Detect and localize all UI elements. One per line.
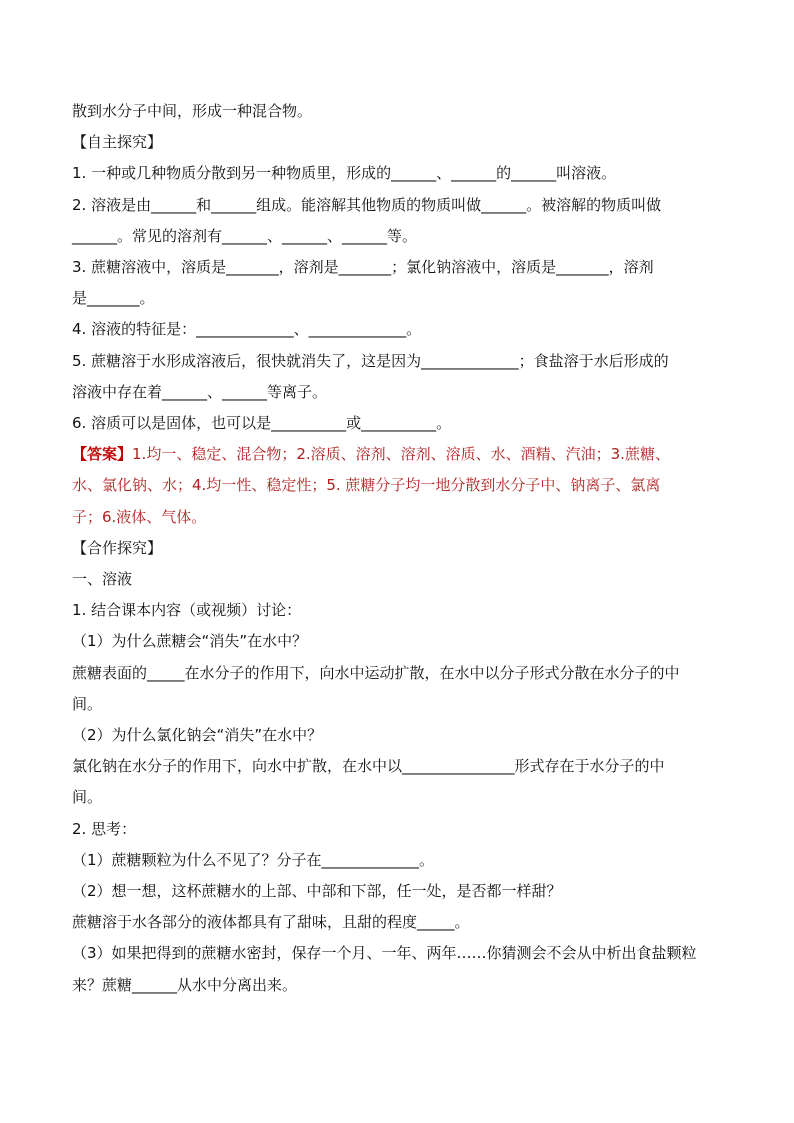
line-text: （2）为什么氯化钠会“消失”在水中？ bbox=[72, 726, 323, 745]
text-line bbox=[72, 221, 724, 252]
line-text: 一、溶液 bbox=[72, 570, 133, 589]
line-text: 2. 溶液是由______和______组成。能溶解其他物质的物质叫做______。被溶解的物质叫做 bbox=[72, 195, 662, 214]
text-line bbox=[72, 533, 724, 564]
answer-tag: 【答案】 bbox=[72, 445, 133, 464]
text-line bbox=[72, 907, 724, 938]
line-text: 1. 一种或几种物质分散到另一种物质里，形成的______、______的______叫溶液。 bbox=[72, 164, 617, 183]
line-text: 1. 结合课本内容（或视频）讨论： bbox=[72, 601, 302, 620]
line-text: 1.均一、稳定、混合物；2.溶质、溶剂、溶剂、溶质、水、酒精、汽油；3.蔗糖、 bbox=[132, 445, 670, 464]
text-line bbox=[72, 564, 724, 595]
line-text: 蔗糖溶于水各部分的液体都具有了甜味，且甜的程度_____。 bbox=[72, 913, 470, 932]
line-text: 溶液中存在着______、______等离子。 bbox=[72, 382, 328, 401]
line-text: 2. 思考： bbox=[72, 819, 137, 838]
text-line bbox=[72, 814, 724, 845]
text-line bbox=[72, 158, 724, 189]
text-line bbox=[72, 502, 724, 533]
line-text: 5. 蔗糖溶于水形成溶液后，很快就消失了，这是因为_____________；食盐溶于水后形成的 bbox=[72, 351, 669, 370]
line-text: 子；6.液体、气体。 bbox=[72, 507, 207, 526]
line-text: 3. 蔗糖溶液中，溶质是_______，溶剂是_______；氯化钠溶液中，溶质是_______，溶剂 bbox=[72, 258, 654, 277]
text-line bbox=[72, 876, 724, 907]
text-line bbox=[72, 626, 724, 657]
line-text: 来？蔗糖______从水中分离出来。 bbox=[72, 975, 298, 994]
text-line bbox=[72, 439, 724, 470]
text-line bbox=[72, 96, 724, 127]
line-text: （3）如果把得到的蔗糖水密封，保存一个月、一年、两年……你猜测会不会从中析出食盐颗粒 bbox=[72, 944, 697, 963]
text-line bbox=[72, 252, 724, 283]
line-text: 6. 溶质可以是固体，也可以是__________或__________。 bbox=[72, 414, 452, 433]
text-line bbox=[72, 346, 724, 377]
text-line bbox=[72, 190, 724, 221]
line-text: （1）为什么蔗糖会“消失”在水中？ bbox=[72, 632, 308, 651]
line-text: 散到水分子中间，形成一种混合物。 bbox=[72, 102, 313, 120]
line-text: （1）蔗糖颗粒为什么不见了？分子在_____________。 bbox=[72, 850, 435, 869]
text-line bbox=[72, 127, 724, 158]
document-page bbox=[72, 96, 724, 1001]
text-line bbox=[72, 689, 724, 720]
text-line bbox=[72, 314, 724, 345]
line-text: 间。 bbox=[72, 694, 103, 713]
text-line bbox=[72, 782, 724, 813]
text-line bbox=[72, 377, 724, 408]
line-text: 【合作探究】 bbox=[72, 538, 163, 557]
line-text: 蔗糖表面的_____在水分子的作用下，向水中运动扩散，在水中以分子形式分散在水分子的中 bbox=[72, 663, 680, 682]
line-text: 水、氯化钠、水；4.均一性、稳定性；5. 蔗糖分子均一地分散到水分子中、钠离子、氯离 bbox=[72, 476, 661, 495]
text-line bbox=[72, 283, 724, 314]
text-line bbox=[72, 595, 724, 626]
text-line bbox=[72, 970, 724, 1001]
text-line bbox=[72, 751, 724, 782]
text-line bbox=[72, 845, 724, 876]
line-text: 4. 溶液的特征是：_____________、_____________。 bbox=[72, 320, 422, 339]
line-text: 是_______。 bbox=[72, 289, 155, 308]
text-line bbox=[72, 658, 724, 689]
text-line bbox=[72, 470, 724, 501]
line-text: 氯化钠在水分子的作用下，向水中扩散，在水中以_______________形式存在于水分子的中 bbox=[72, 757, 665, 776]
line-text: ______。常见的溶剂有______、______、______等。 bbox=[72, 226, 418, 245]
text-line bbox=[72, 408, 724, 439]
line-text: （2）想一想，这杯蔗糖水的上部、中部和下部，任一处，是否都一样甜？ bbox=[72, 882, 562, 901]
text-line bbox=[72, 938, 724, 969]
text-line bbox=[72, 720, 724, 751]
line-text: 间。 bbox=[72, 788, 103, 807]
line-text: 【自主探究】 bbox=[72, 133, 163, 152]
